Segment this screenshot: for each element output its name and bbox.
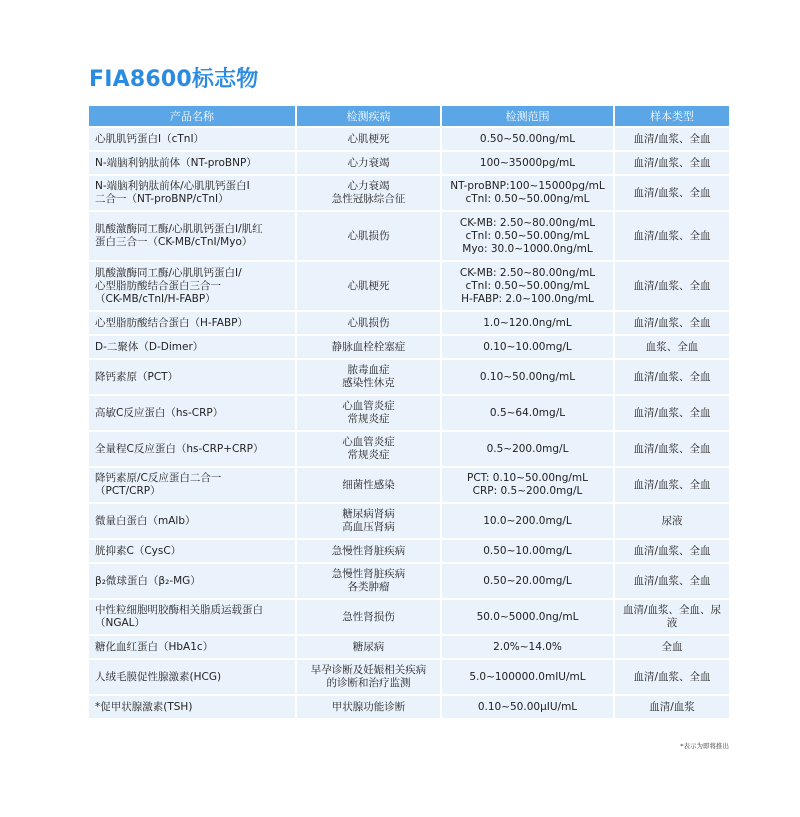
product-name-cell-line: 二合一（NT-proBNP/cTnI） [95,193,229,205]
product-name-cell-line: 心肌肌钙蛋白I（cTnI） [95,132,205,145]
disease-cell-line: 急慢性肾脏疾病 [331,544,406,557]
range-cell-line: 0.5~64.0mg/L [489,406,566,419]
disease-cell [297,212,442,260]
product-name-cell [89,152,297,174]
table-row [89,312,729,334]
sample-type-cell: 血清/血浆、全血 [615,262,729,310]
sample-type-cell: 血清/血浆、全血 [615,432,729,466]
header-disease: 检测疾病 [297,106,442,126]
product-name-cell [89,212,297,260]
product-name-cell-line: （CK-MB/cTnI/H-FABP） [95,292,216,305]
disease-cell [297,176,442,210]
range-cell [442,212,615,260]
disease-cell-line: 心肌梗死 [347,132,390,145]
disease-cell [297,564,442,598]
range-cell-line: 0.50~20.00mg/L [483,574,572,587]
product-name-cell [89,504,297,538]
table-row [89,336,729,358]
sample-type-cell: 血清/血浆、全血 [615,176,729,210]
product-name-cell-line: （PCT/CRP） [95,485,161,497]
product-name-cell [89,262,297,310]
disease-cell-line: 心血管炎症 [342,400,395,412]
range-cell [442,336,615,358]
disease-cell-line: 的诊断和治疗监测 [326,677,411,689]
product-name-cell-line: β₂微球蛋白（β₂-MG） [95,574,201,587]
range-cell [442,468,615,502]
disease-cell-line: 心力衰竭 [347,156,390,169]
range-cell [442,696,615,718]
product-name-cell-line: 降钙素原（PCT） [95,370,179,383]
disease-cell-line: 急慢性肾脏疾病 [331,568,406,580]
sample-type-cell: 血清/血浆、全血 [615,128,729,150]
product-name-cell-line: D-二聚体（D-Dimer） [95,340,204,353]
product-name-cell [89,432,297,466]
range-cell-line: CK-MB: 2.50~80.00ng/mL [459,266,596,279]
sample-type-cell: 血清/血浆、全血 [615,540,729,562]
disease-cell [297,336,442,358]
range-cell-line: 0.10~10.00mg/L [483,340,572,353]
product-name-cell [89,540,297,562]
table-row [89,128,729,150]
range-cell-line: 50.0~5000.0ng/mL [476,610,579,623]
disease-cell-line: 急性肾损伤 [342,610,395,623]
range-cell-line: 100~35000pg/mL [479,156,576,169]
disease-cell-line: 甲状腺功能诊断 [331,700,406,713]
range-cell-line: 0.50~10.00mg/L [483,544,572,557]
header-range: 检测范围 [442,106,615,126]
disease-cell [297,540,442,562]
sample-type-cell: 血清/血浆 [615,696,729,718]
header-product-name: 产品名称 [89,106,297,126]
product-name-cell [89,128,297,150]
product-name-cell [89,312,297,334]
disease-cell [297,636,442,658]
product-name-cell [89,468,297,502]
sample-type-cell: 血清/血浆、全血 [615,396,729,430]
range-cell [442,396,615,430]
product-name-cell-line: *促甲状腺激素(TSH) [95,700,193,713]
table-row [89,262,729,310]
range-cell-line: PCT: 0.10~50.00ng/mL [467,472,588,484]
range-cell-line: 1.0~120.0ng/mL [483,316,572,329]
table-row [89,432,729,466]
sample-type-cell: 血清/血浆、全血、尿液 [615,600,729,634]
range-cell [442,312,615,334]
disease-cell [297,696,442,718]
range-cell [442,660,615,694]
sample-type-cell: 血清/血浆、全血 [615,660,729,694]
table-row [89,360,729,394]
product-name-cell-line: 中性粒细胞明胶酶相关脂质运载蛋白 [95,604,263,616]
range-cell [442,432,615,466]
table-row [89,152,729,174]
footnote: *表示为即将推出 [680,742,729,750]
disease-cell [297,468,442,502]
table-row [89,696,729,718]
product-name-cell-line: 全量程C反应蛋白（hs-CRP+CRP） [95,442,264,455]
range-cell-line: NT-proBNP:100~15000pg/mL [450,180,605,192]
range-cell-line: cTnI: 0.50~50.00ng/mL [465,229,590,242]
product-name-cell [89,360,297,394]
disease-cell-line: 心肌损伤 [347,316,390,329]
sample-type-cell: 血清/血浆、全血 [615,312,729,334]
table-row [89,540,729,562]
disease-cell-line: 脓毒血症 [347,364,390,376]
range-cell [442,262,615,310]
table-row [89,660,729,694]
table-row [89,504,729,538]
disease-cell-line: 高血压肾病 [342,521,395,533]
disease-cell-line: 糖尿病 [352,640,385,653]
page-title: FIA8600标志物 [89,67,259,92]
product-name-cell-line: 肌酸激酶同工酶/心肌肌钙蛋白I/肌红 [95,223,263,235]
table-header-row [89,106,729,126]
sample-type-cell: 血浆、全血 [615,336,729,358]
range-cell-line: 10.0~200.0mg/L [483,514,572,527]
sample-type-cell: 血清/血浆、全血 [615,564,729,598]
product-name-cell [89,660,297,694]
range-cell [442,600,615,634]
disease-cell-line: 急性冠脉综合征 [331,193,406,205]
product-name-cell [89,176,297,210]
range-cell [442,176,615,210]
range-cell-line: Myo: 30.0~1000.0ng/mL [462,242,593,255]
range-cell-line: 0.50~50.00ng/mL [479,132,576,145]
product-name-cell [89,600,297,634]
range-cell-line: 2.0%~14.0% [493,640,562,653]
range-cell [442,152,615,174]
range-cell [442,360,615,394]
disease-cell [297,128,442,150]
disease-cell [297,600,442,634]
product-name-cell [89,636,297,658]
product-name-cell [89,696,297,718]
range-cell-line: CK-MB: 2.50~80.00ng/mL [459,216,596,229]
disease-cell-line: 早孕诊断及妊娠相关疾病 [310,664,427,676]
disease-cell [297,660,442,694]
range-cell-line: CRP: 0.5~200.0mg/L [472,485,583,497]
product-name-cell [89,564,297,598]
table-row [89,636,729,658]
disease-cell-line: 静脉血栓栓塞症 [331,340,406,353]
disease-cell-line: 常规炎症 [347,449,390,461]
product-name-cell [89,396,297,430]
range-cell [442,636,615,658]
disease-cell-line: 心力衰竭 [347,180,390,192]
disease-cell [297,312,442,334]
product-name-cell-line: 降钙素原/C反应蛋白二合一 [95,472,222,484]
disease-cell-line: 常规炎症 [347,413,390,425]
product-name-cell [89,336,297,358]
product-name-cell-line: 微量白蛋白（mAlb） [95,514,196,527]
table-row [89,564,729,598]
marker-table [89,104,729,720]
disease-cell [297,432,442,466]
disease-cell [297,152,442,174]
table-row [89,176,729,210]
sample-type-cell: 尿液 [615,504,729,538]
table-row [89,396,729,430]
disease-cell-line: 心血管炎症 [342,436,395,448]
disease-cell-line: 细菌性感染 [342,478,395,491]
disease-cell-line: 各类肿瘤 [347,581,390,593]
table-row [89,212,729,260]
product-name-cell-line: N-端脑利钠肽前体（NT-proBNP） [95,156,257,169]
range-cell-line: 5.0~100000.0mIU/mL [469,670,586,683]
disease-cell [297,504,442,538]
disease-cell-line: 感染性休克 [342,377,395,389]
product-name-cell-line: 肌酸激酶同工酶/心肌肌钙蛋白I/ [95,266,242,279]
disease-cell-line: 糖尿病肾病 [342,508,395,520]
range-cell-line: 0.5~200.0mg/L [486,442,569,455]
product-name-cell-line: 人绒毛膜促性腺激素(HCG) [95,670,222,683]
range-cell [442,504,615,538]
header-sample-type: 样本类型 [615,106,729,126]
range-cell-line: cTnI: 0.50~50.00ng/mL [465,279,590,292]
product-name-cell-line: 高敏C反应蛋白（hs-CRP） [95,406,224,419]
disease-cell-line: 心肌损伤 [347,229,390,242]
range-cell-line: 0.10~50.00μIU/mL [477,700,578,713]
product-name-cell-line: N-端脑利钠肽前体/心肌肌钙蛋白I [95,180,250,192]
table-row [89,600,729,634]
disease-cell [297,262,442,310]
product-name-cell-line: （NGAL） [95,617,146,629]
range-cell [442,540,615,562]
range-cell [442,564,615,598]
table-row [89,468,729,502]
sample-type-cell: 血清/血浆、全血 [615,152,729,174]
disease-cell [297,396,442,430]
disease-cell-line: 心肌梗死 [347,279,390,292]
range-cell [442,128,615,150]
sample-type-cell: 全血 [615,636,729,658]
sample-type-cell: 血清/血浆、全血 [615,468,729,502]
sample-type-cell: 血清/血浆、全血 [615,212,729,260]
product-name-cell-line: 心型脂肪酸结合蛋白（H-FABP） [95,316,248,329]
range-cell-line: H-FABP: 2.0~100.0ng/mL [461,292,594,305]
range-cell-line: 0.10~50.00ng/mL [479,370,576,383]
product-name-cell-line: 心型脂肪酸结合蛋白三合一 [95,279,221,292]
product-name-cell-line: 蛋白三合一（CK-MB/cTnI/Myo） [95,236,253,248]
product-name-cell-line: 胱抑素C（CysC） [95,544,182,557]
range-cell-line: cTnI: 0.50~50.00ng/mL [465,193,590,205]
sample-type-cell: 血清/血浆、全血 [615,360,729,394]
product-name-cell-line: 糖化血红蛋白（HbA1c） [95,640,214,653]
disease-cell [297,360,442,394]
